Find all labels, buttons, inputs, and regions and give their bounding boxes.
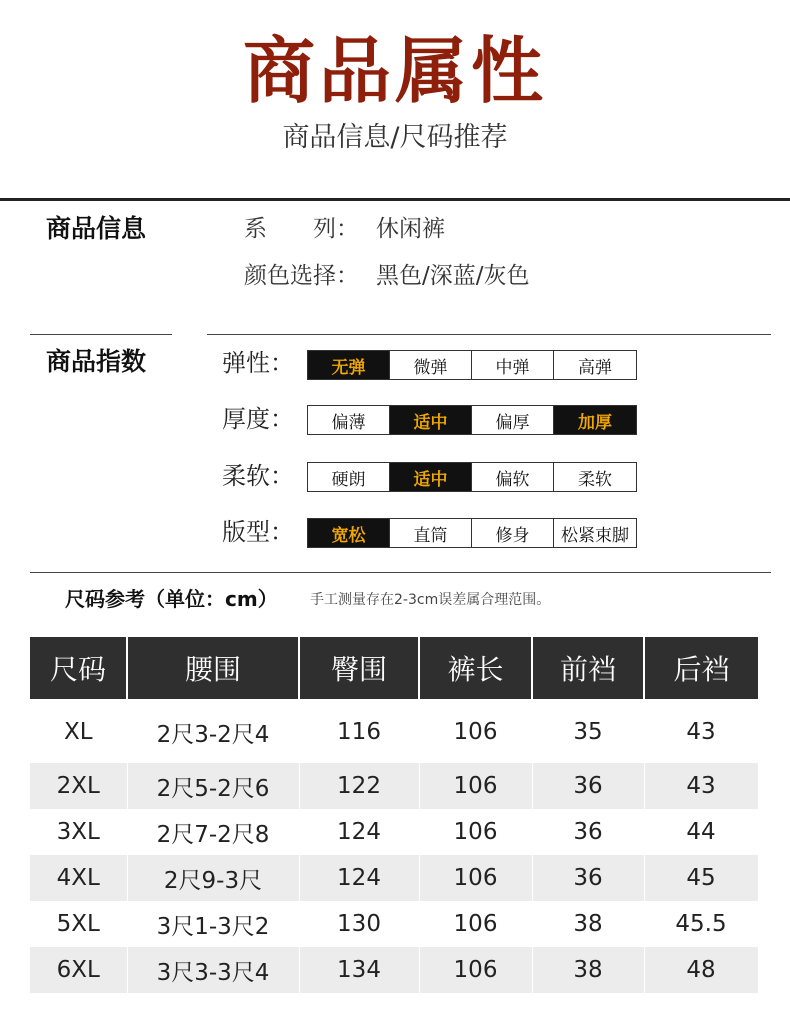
table-cell: 36 bbox=[532, 763, 644, 809]
column-header: 后裆 bbox=[644, 637, 758, 699]
column-header: 臀围 bbox=[299, 637, 419, 699]
size-reference-heading: 尺码参考（单位：cm） bbox=[65, 587, 278, 611]
thickness-option: 偏厚 bbox=[472, 406, 554, 434]
table-cell: 106 bbox=[419, 763, 532, 809]
table-cell: 106 bbox=[419, 699, 532, 763]
table-cell: 45 bbox=[644, 855, 758, 901]
thickness-option: 加厚 bbox=[554, 406, 636, 434]
table-cell: 2尺9-3尺 bbox=[127, 855, 299, 901]
table-cell: XL bbox=[30, 699, 127, 763]
table-cell: 38 bbox=[532, 901, 644, 947]
size-divider bbox=[30, 572, 771, 573]
table-cell: 130 bbox=[299, 901, 419, 947]
softness-option: 硬朗 bbox=[308, 463, 390, 491]
fit-option: 宽松 bbox=[308, 519, 390, 547]
table-cell: 116 bbox=[299, 699, 419, 763]
series-value: 休闲裤 bbox=[376, 216, 445, 242]
table-cell: 43 bbox=[644, 763, 758, 809]
table-cell: 2尺5-2尺6 bbox=[127, 763, 299, 809]
column-header: 腰围 bbox=[127, 637, 299, 699]
header-divider bbox=[0, 198, 790, 201]
page-title: 商品属性 bbox=[242, 29, 547, 113]
table-cell: 3尺1-3尺2 bbox=[127, 901, 299, 947]
thickness-option: 适中 bbox=[390, 406, 472, 434]
table-cell: 36 bbox=[532, 855, 644, 901]
index-divider-right bbox=[207, 334, 771, 335]
page-subtitle: 商品信息/尺码推荐 bbox=[282, 122, 508, 153]
column-header: 尺码 bbox=[30, 637, 127, 699]
thickness-options bbox=[307, 405, 637, 435]
table-cell: 106 bbox=[419, 947, 532, 993]
table-cell: 38 bbox=[532, 947, 644, 993]
table-cell: 2尺7-2尺8 bbox=[127, 809, 299, 855]
fit-option: 松紧束脚 bbox=[554, 519, 636, 547]
fit-options bbox=[307, 518, 637, 548]
softness-options bbox=[307, 462, 637, 492]
thickness-option: 偏薄 bbox=[308, 406, 390, 434]
elasticity-label: 弹性： bbox=[222, 349, 294, 377]
elasticity-option: 中弹 bbox=[472, 351, 554, 379]
series-label: 系 列： bbox=[244, 216, 359, 242]
table-cell: 3XL bbox=[30, 809, 127, 855]
elasticity-options bbox=[307, 350, 637, 380]
table-row bbox=[30, 947, 758, 993]
table-cell: 106 bbox=[419, 901, 532, 947]
size-table bbox=[30, 637, 759, 993]
table-cell: 134 bbox=[299, 947, 419, 993]
table-cell: 2尺3-2尺4 bbox=[127, 699, 299, 763]
table-cell: 4XL bbox=[30, 855, 127, 901]
softness-label: 柔软： bbox=[222, 462, 294, 490]
table-cell: 124 bbox=[299, 855, 419, 901]
table-cell: 3尺3-3尺4 bbox=[127, 947, 299, 993]
table-cell: 44 bbox=[644, 809, 758, 855]
fit-label: 版型： bbox=[222, 518, 294, 546]
size-table-header bbox=[30, 637, 758, 699]
elasticity-option: 微弹 bbox=[390, 351, 472, 379]
softness-option: 偏软 bbox=[472, 463, 554, 491]
table-cell: 106 bbox=[419, 809, 532, 855]
table-cell: 106 bbox=[419, 855, 532, 901]
table-cell: 2XL bbox=[30, 763, 127, 809]
table-cell: 122 bbox=[299, 763, 419, 809]
table-cell: 43 bbox=[644, 699, 758, 763]
table-cell: 124 bbox=[299, 809, 419, 855]
fit-option: 直筒 bbox=[390, 519, 472, 547]
size-reference-note: 手工测量存在2-3cm误差属合理范围。 bbox=[310, 592, 551, 608]
softness-option: 适中 bbox=[390, 463, 472, 491]
elasticity-option: 高弹 bbox=[554, 351, 636, 379]
softness-option: 柔软 bbox=[554, 463, 636, 491]
table-cell: 36 bbox=[532, 809, 644, 855]
table-row bbox=[30, 901, 758, 947]
color-value: 黑色/深蓝/灰色 bbox=[376, 263, 530, 289]
fit-option: 修身 bbox=[472, 519, 554, 547]
table-cell: 5XL bbox=[30, 901, 127, 947]
table-row bbox=[30, 809, 758, 855]
table-cell: 45.5 bbox=[644, 901, 758, 947]
index-divider-left bbox=[30, 334, 172, 335]
table-cell: 48 bbox=[644, 947, 758, 993]
column-header: 前裆 bbox=[532, 637, 644, 699]
color-label: 颜色选择： bbox=[244, 263, 359, 289]
column-header: 裤长 bbox=[419, 637, 532, 699]
table-row bbox=[30, 763, 758, 809]
product-index-label: 商品指数 bbox=[46, 347, 147, 376]
table-row bbox=[30, 855, 758, 901]
table-cell: 6XL bbox=[30, 947, 127, 993]
table-row bbox=[30, 699, 758, 763]
product-info-label: 商品信息 bbox=[46, 214, 147, 243]
table-cell: 35 bbox=[532, 699, 644, 763]
elasticity-option: 无弹 bbox=[308, 351, 390, 379]
thickness-label: 厚度： bbox=[222, 405, 294, 433]
